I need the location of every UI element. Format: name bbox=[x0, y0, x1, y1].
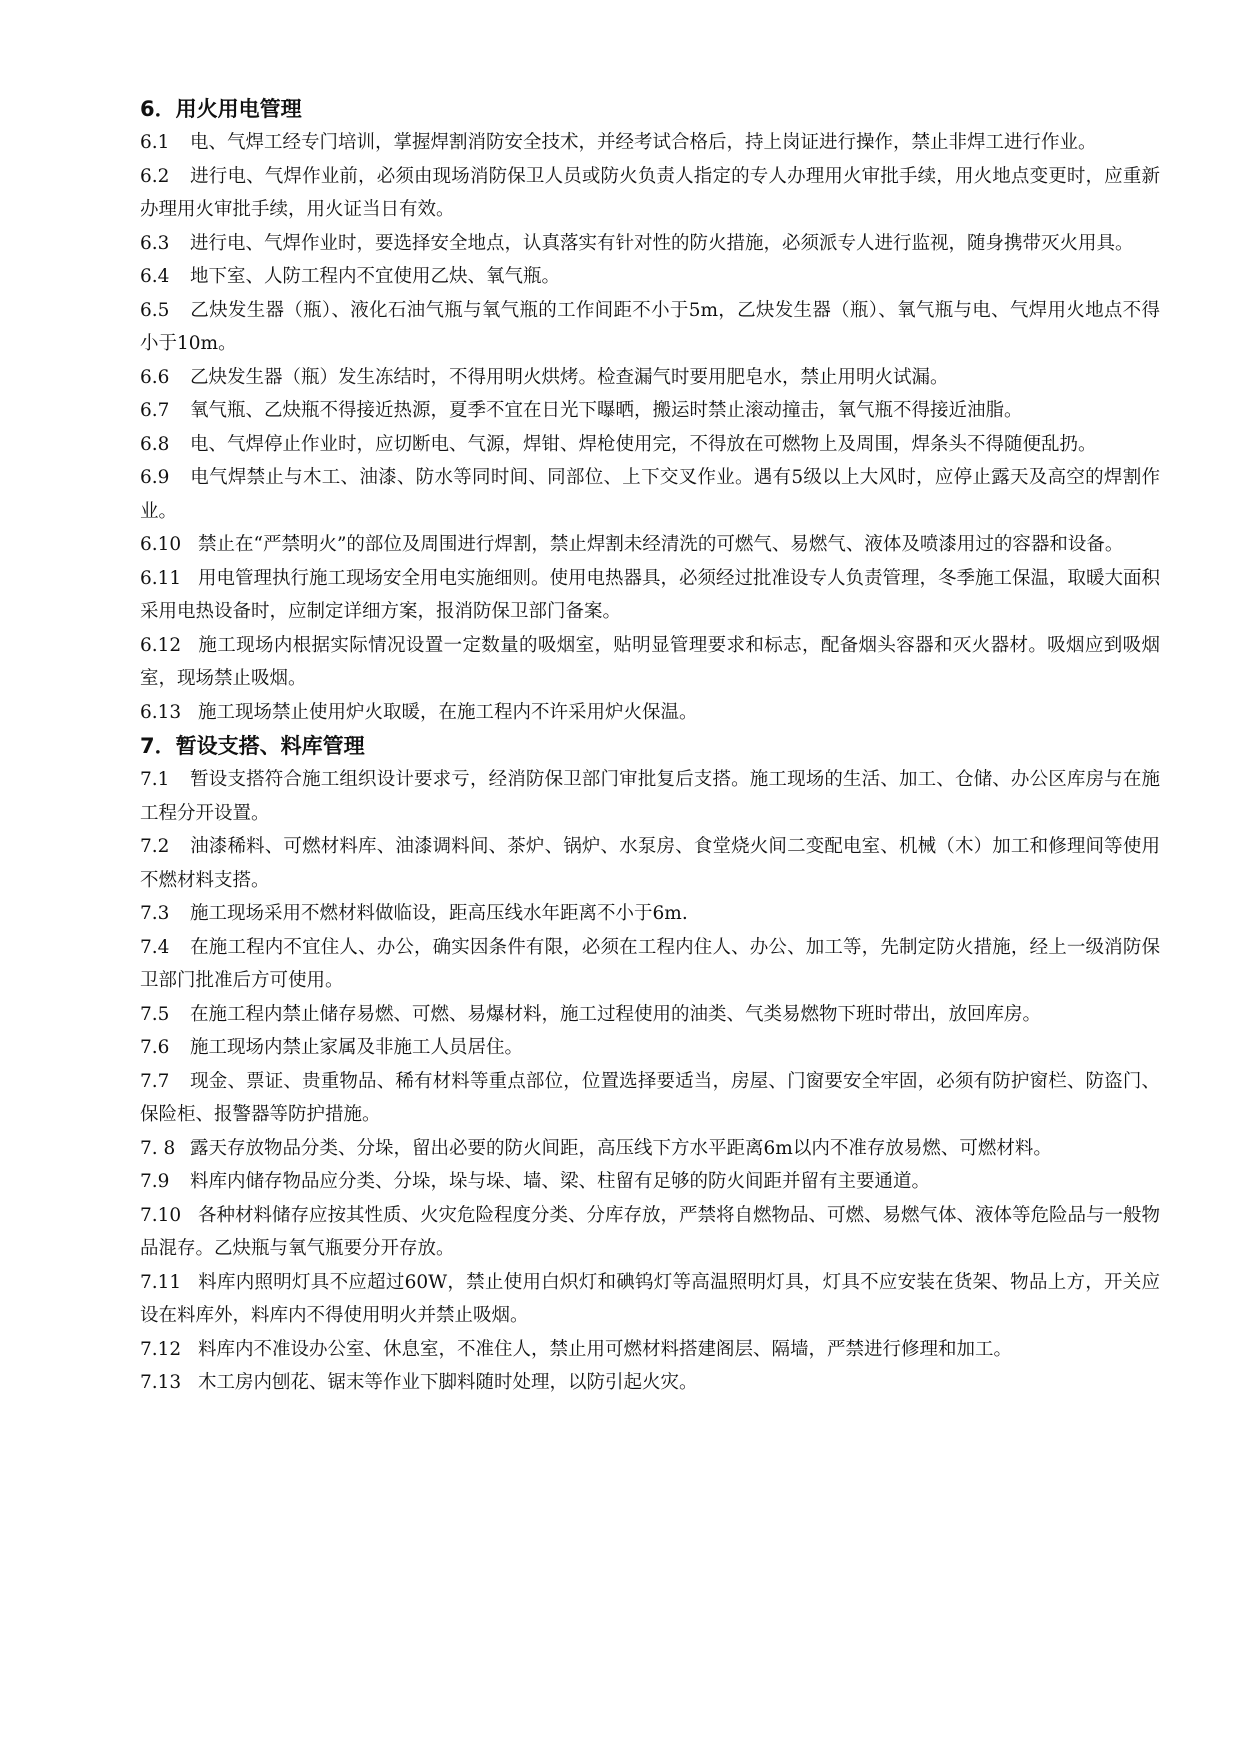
clause-number: 7.4 bbox=[140, 936, 170, 958]
clause-6-10 bbox=[140, 528, 1160, 562]
clause-7-13 bbox=[140, 1366, 1160, 1400]
clause-number: 6.12 bbox=[140, 634, 182, 656]
clause-text: 氧气瓶、乙炔瓶不得接近热源，夏季不宜在日光下曝晒，搬运时禁止滚动撞击，氧气瓶不得接近油脂。 bbox=[190, 400, 1023, 421]
clause-number: 7.13 bbox=[140, 1372, 182, 1393]
clause-7-8 bbox=[140, 1132, 1160, 1166]
clause-text: 露天存放物品分类、分垛，留出必要的防火间距，高压线下方水平距离6m以内不准存放易燃、可燃材料。 bbox=[190, 1137, 1052, 1159]
clause-6-13 bbox=[140, 696, 1160, 730]
clause-7-2 bbox=[140, 830, 1160, 897]
clause-text: 暂设支搭符合施工组织设计要求亏，经消防保卫部门审批复后支搭。施工现场的生活、加工、仓储、办公区库房与在施工程分开设置。 bbox=[140, 769, 1160, 824]
clause-text: 木工房内刨花、锯末等作业下脚料随时处理，以防引起火灾。 bbox=[198, 1372, 698, 1393]
clause-6-8 bbox=[140, 428, 1160, 462]
clause-number: 7.1 bbox=[140, 769, 170, 790]
clause-number: 6.11 bbox=[140, 567, 182, 589]
clause-text: 在施工程内不宜住人、办公，确实因条件有限，必须在工程内住人、办公、加工等，先制定防火措施，经上一级消防保卫部门批准后方可使用。 bbox=[140, 936, 1160, 991]
clause-6-6 bbox=[140, 361, 1160, 395]
clause-text: 进行电、气焊作业前，必须由现场消防保卫人员或防火负责人指定的专人办理用火审批手续，用火地点变更时，应重新办理用火审批手续，用火证当日有效。 bbox=[140, 165, 1160, 220]
clause-6-11 bbox=[140, 562, 1160, 629]
clause-text: 现金、票证、贵重物品、稀有材料等重点部位，位置选择要适当，房屋、门窗要安全牢固，必须有防护窗栏、防盗门、保险柜、报警器等防护措施。 bbox=[140, 1070, 1160, 1125]
clause-7-3 bbox=[140, 897, 1160, 931]
clause-6-1 bbox=[140, 126, 1160, 160]
clause-number: 6.3 bbox=[140, 232, 170, 254]
clause-6-7 bbox=[140, 394, 1160, 428]
clause-text: 电、气焊工经专门培训，掌握焊割消防安全技术，并经考试合格后，持上岗证进行操作，禁止非焊工进行作业。 bbox=[190, 132, 1097, 153]
document-page bbox=[140, 92, 1160, 1400]
clause-number: 7.5 bbox=[140, 1003, 170, 1025]
clause-number: 7.6 bbox=[140, 1037, 170, 1058]
clause-text: 料库内储存物品应分类、分垛，垛与垛、墙、梁、柱留有足够的防火间距并留有主要通道。 bbox=[190, 1171, 931, 1192]
clause-6-9 bbox=[140, 461, 1160, 528]
section-title-7: 7．暂设支搭、料库管理 bbox=[140, 734, 365, 758]
clause-number: 6.5 bbox=[140, 299, 170, 321]
clause-number: 7.2 bbox=[140, 836, 170, 857]
clause-text: 施工现场禁止使用炉火取暖，在施工程内不许采用炉火保温。 bbox=[198, 701, 698, 723]
clause-6-12 bbox=[140, 629, 1160, 696]
clause-number: 6.10 bbox=[140, 534, 182, 555]
clause-number: 7.9 bbox=[140, 1171, 170, 1192]
clause-number: 6.9 bbox=[140, 467, 170, 488]
section-title-6: 6．用火用电管理 bbox=[140, 97, 302, 121]
clause-text: 料库内照明灯具不应超过60W，禁止使用白炽灯和碘钨灯等高温照明灯具，灯具不应安装在货架、物品上方，开关应设在料库外，料库内不得使用明火并禁止吸烟。 bbox=[140, 1271, 1160, 1326]
clause-7-4 bbox=[140, 931, 1160, 998]
clause-7-1 bbox=[140, 763, 1160, 830]
clause-6-3 bbox=[140, 227, 1160, 261]
clause-7-11 bbox=[140, 1266, 1160, 1333]
clause-6-2 bbox=[140, 160, 1160, 227]
clause-number: 6.8 bbox=[140, 433, 170, 455]
clause-number: 7.11 bbox=[140, 1271, 182, 1293]
clause-text: 地下室、人防工程内不宜使用乙炔、氧气瓶。 bbox=[190, 266, 561, 287]
clause-number: 7. 8 bbox=[140, 1137, 176, 1159]
clause-number: 7.7 bbox=[140, 1070, 170, 1092]
clause-text: 乙炔发生器（瓶）发生冻结时，不得用明火烘烤。检查漏气时要用肥皂水，禁止用明火试漏。 bbox=[190, 366, 949, 388]
clause-7-6 bbox=[140, 1031, 1160, 1065]
clause-number: 6.4 bbox=[140, 266, 170, 287]
clause-text: 电、气焊停止作业时，应切断电、气源，焊钳、焊枪使用完，不得放在可燃物上及周围，焊条头不得随便乱扔。 bbox=[190, 433, 1097, 455]
clause-6-5 bbox=[140, 294, 1160, 361]
clause-text: 用电管理执行施工现场安全用电实施细则。使用电热器具，必须经过批准设专人负责管理，冬季施工保温，取暖大面积采用电热设备时，应制定详细方案，报消防保卫部门备案。 bbox=[140, 567, 1161, 622]
clause-text: 在施工程内禁止储存易燃、可燃、易爆材料，施工过程使用的油类、气类易燃物下班时带出，放回库房。 bbox=[190, 1003, 1042, 1025]
clause-text: 施工现场采用不燃材料做临设，距高压线水年距离不小于6m. bbox=[190, 903, 688, 924]
clause-number: 6.2 bbox=[140, 165, 170, 187]
clause-7-10 bbox=[140, 1199, 1160, 1266]
clause-text: 油漆稀料、可燃材料库、油漆调料间、茶炉、锅炉、水泵房、食堂烧火间二变配电室、机械（木）加工和修理间等使用不燃材料支搭。 bbox=[140, 836, 1160, 891]
clause-text: 进行电、气焊作业时，要选择安全地点，认真落实有针对性的防火措施，必须派专人进行监视，随身携带灭火用具。 bbox=[190, 232, 1134, 254]
clause-number: 6.6 bbox=[140, 366, 170, 388]
clause-number: 7.10 bbox=[140, 1204, 182, 1226]
clause-7-7 bbox=[140, 1065, 1160, 1132]
clause-number: 6.13 bbox=[140, 701, 182, 723]
clause-7-12 bbox=[140, 1333, 1160, 1367]
clause-text: 料库内不准设办公室、休息室，不准住人，禁止用可燃材料搭建阁层、隔墙，严禁进行修理和加工。 bbox=[198, 1338, 1013, 1360]
clause-number: 7.12 bbox=[140, 1338, 182, 1360]
clause-text: 禁止在“严禁明火”的部位及周围进行焊割，禁止焊割未经清洗的可燃气、易燃气、液体及喷漆用过的容器和设备。 bbox=[198, 534, 1124, 555]
clause-6-4 bbox=[140, 260, 1160, 294]
clause-number: 7.3 bbox=[140, 903, 170, 924]
clause-text: 施工现场内禁止家属及非施工人员居住。 bbox=[190, 1037, 524, 1058]
clause-number: 6.7 bbox=[140, 400, 170, 421]
clause-text: 乙炔发生器（瓶）、液化石油气瓶与氧气瓶的工作间距不小于5m，乙炔发生器（瓶）、氧气瓶与电、气焊用火地点不得小于10m。 bbox=[140, 299, 1160, 354]
clause-7-5 bbox=[140, 998, 1160, 1032]
clause-7-9 bbox=[140, 1165, 1160, 1199]
clause-text: 施工现场内根据实际情况设置一定数量的吸烟室，贴明显管理要求和标志，配备烟头容器和灭火器材。吸烟应到吸烟室，现场禁止吸烟。 bbox=[140, 634, 1160, 689]
clause-number: 6.1 bbox=[140, 132, 170, 153]
clause-text: 各种材料储存应按其性质、火灾危险程度分类、分库存放，严禁将自燃物品、可燃、易燃气体、液体等危险品与一般物品混存。乙炔瓶与氧气瓶要分开存放。 bbox=[140, 1204, 1161, 1259]
clause-text: 电气焊禁止与木工、油漆、防水等同时间、同部位、上下交叉作业。遇有5级以上大风时，应停止露天及高空的焊割作业。 bbox=[140, 467, 1160, 522]
